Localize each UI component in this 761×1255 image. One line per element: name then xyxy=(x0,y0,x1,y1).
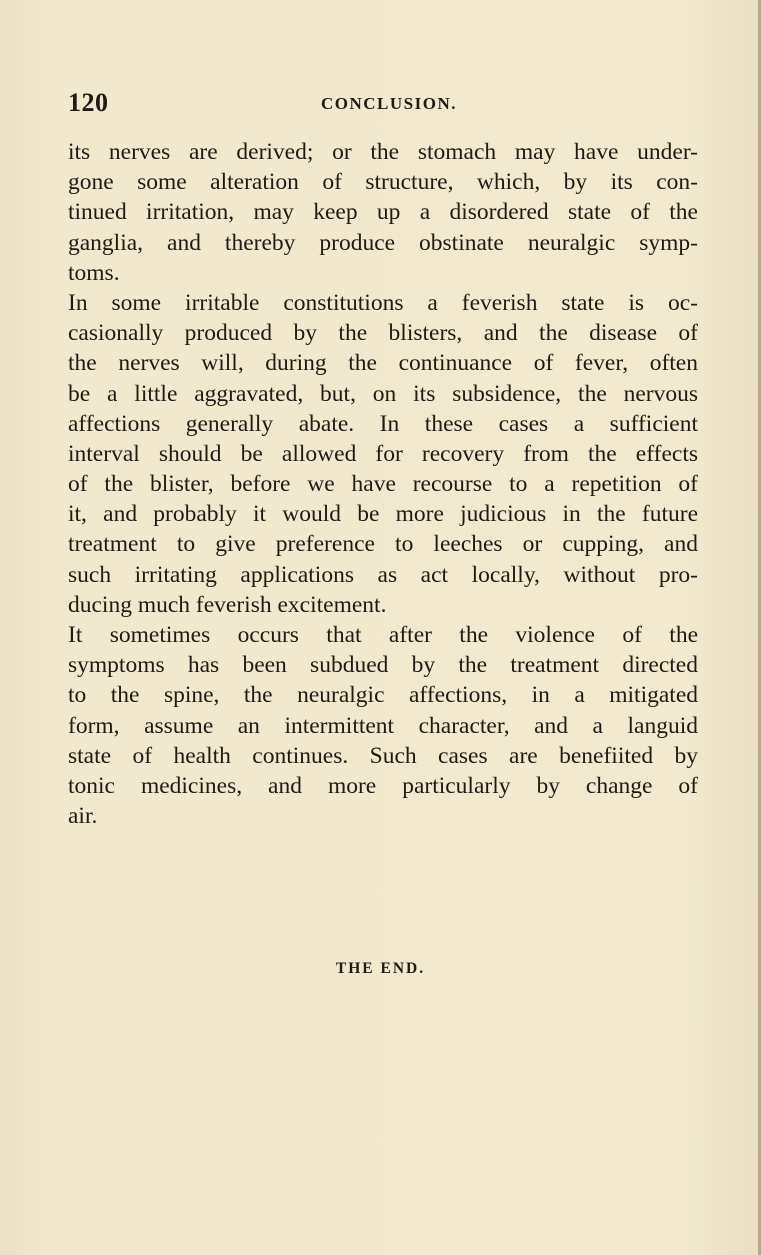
page-number: 120 xyxy=(68,88,109,117)
the-end-label: THE END. xyxy=(335,960,426,977)
running-head: CONCLUSION. xyxy=(321,94,457,113)
text-line: ducing much feverish excitement. xyxy=(68,591,387,618)
text-line: symptoms has been subdued by the treatment directed xyxy=(68,652,698,679)
text-line: form, assume an intermittent character, and a languid xyxy=(68,712,698,739)
text-line: interval should be allowed for recovery from the effects xyxy=(68,440,698,467)
text-line: gone some alteration of structure, which, by its con- xyxy=(68,169,698,196)
text-line: toms. xyxy=(68,259,120,286)
text-line: the nerves will, during the continuance of fever, often xyxy=(68,350,698,377)
text-line: tinued irritation, may keep up a disordered state of the xyxy=(68,199,698,226)
text-line: ganglia, and thereby produce obstinate neuralgic symp- xyxy=(68,229,698,256)
text-line: treatment to give preference to leeches or cupping, and xyxy=(68,531,698,558)
text-line: tonic medicines, and more particularly by change of xyxy=(68,772,698,799)
text-line: it, and probably it would be more judicious in the future xyxy=(68,501,698,528)
text-line: of the blister, before we have recourse to a repetition of xyxy=(68,471,698,498)
text-line: affections generally abate. In these cases a sufficient xyxy=(68,410,698,437)
paragraph-start-line: In some irritable constitutions a feverish state is oc- xyxy=(68,289,698,316)
text-line: state of health continues. Such cases are benefiited by xyxy=(68,742,698,769)
body-text xyxy=(68,137,698,831)
page-header xyxy=(68,88,698,118)
text-line: casionally produced by the blisters, and the disease of xyxy=(68,320,698,347)
text-line: be a little aggravated, but, on its subsidence, the nervous xyxy=(68,380,698,407)
text-line: such irritating applications as act locally, without pro- xyxy=(68,561,698,588)
text-line: air. xyxy=(68,803,98,830)
text-line: to the spine, the neuralgic affections, in a mitigated xyxy=(68,682,698,709)
text-line: its nerves are derived; or the stomach may have under- xyxy=(68,139,698,165)
paragraph-start-line: It sometimes occurs that after the violence of the xyxy=(68,622,698,648)
